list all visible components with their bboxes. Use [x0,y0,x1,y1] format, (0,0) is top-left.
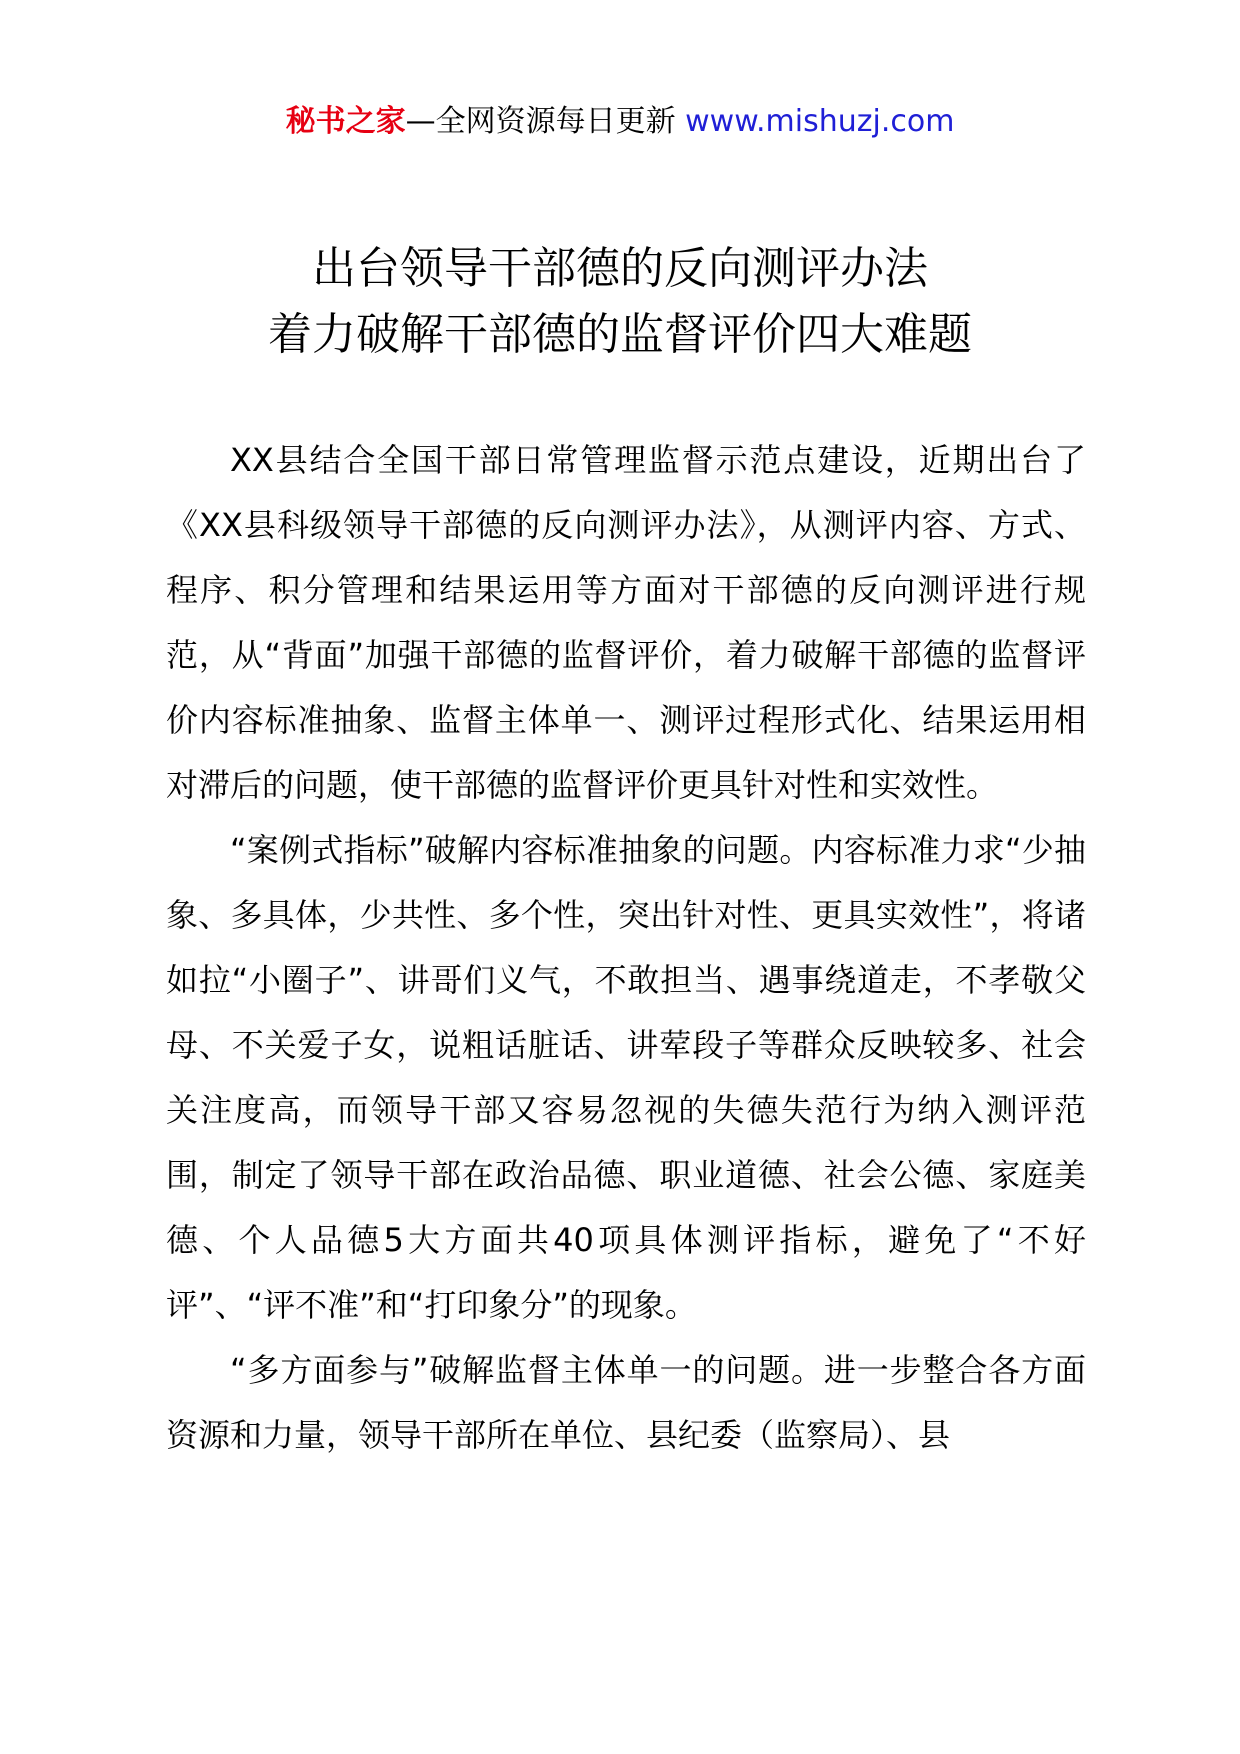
site-url-link[interactable]: www.mishuzj.com [685,104,955,139]
document-title [0,236,1240,368]
paragraph-multi-party: “多方面参与”破解监督主体单一的问题。进一步整合各方面资源和力量，领导干部所在单位、县纪委（监察局）、县 [166,1351,1086,1454]
page-header [0,100,1240,144]
paragraph-intro: XX县结合全国干部日常管理监督示范点建设，近期出台了《XX县科级领导干部德的反向测评办法》，从测评内容、方式、程序、积分管理和结果运用等方面对干部德的反向测评进行规范，从“背面”加强干部德的监督评价，着力破解干部德的监督评价内容标准抽象、监督主体单一、测评过程形式化、结果运用相对滞后的问题，使干部德的监督评价更具针对性和实效性。 [166,441,1086,804]
header-tagline: —全网资源每日更新 [405,104,676,139]
title-line-2: 着力破解干部德的监督评价四大难题 [268,309,972,360]
document-body [166,428,1086,1468]
paragraph-case-indicators: “案例式指标”破解内容标准抽象的问题。内容标准力求“少抽象、多具体，少共性、多个性，突出针对性、更具实效性”，将诸如拉“小圈子”、讲哥们义气，不敢担当、遇事绕道走，不孝敬父母、不关爱子女，说粗话脏话、讲荤段子等群众反映较多、社会关注度高，而领导干部又容易忽视的失德失范行为纳入测评范围，制定了领导干部在政治品德、职业道德、社会公德、家庭美德、个人品德5大方面共40项具体测评指标，避免了“不好评”、“评不准”和“打印象分”的现象。 [166,831,1086,1324]
title-line-1: 出台领导干部德的反向测评办法 [312,243,928,294]
brand-name: 秘书之家 [285,104,406,139]
